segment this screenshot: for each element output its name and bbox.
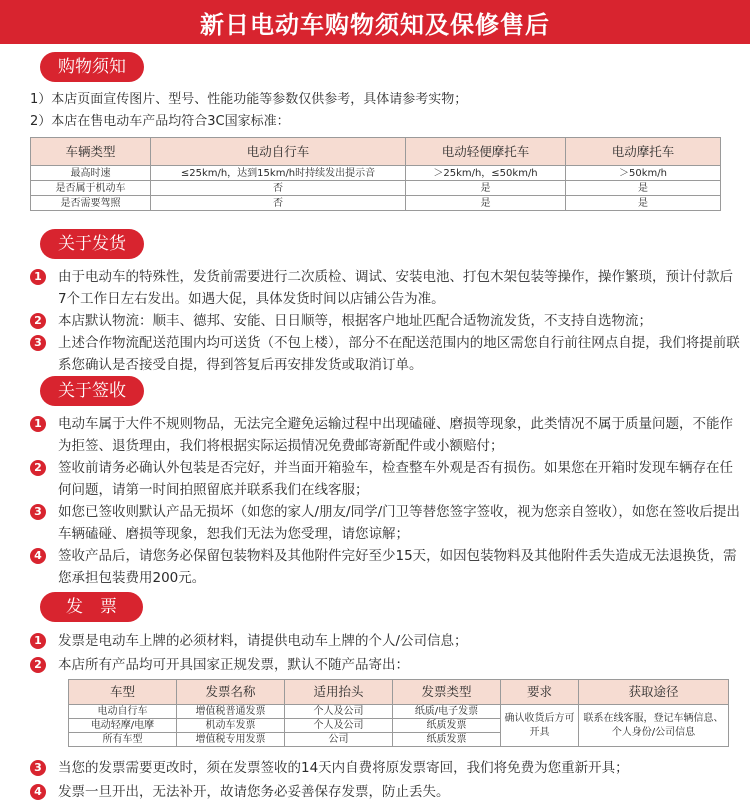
page-banner [0,0,750,44]
list-item [30,654,740,676]
table-header-cell: 车型 [69,680,177,705]
item-number-badge: 4 [30,548,46,564]
item-number-badge: 3 [30,760,46,776]
list-item [30,310,740,332]
item-number-badge: 2 [30,657,46,673]
section-heading-receipt: 关于签收 [40,376,144,406]
table-header-cell: 发票名称 [177,680,285,705]
table-cell: 是 [566,181,721,196]
table-cell: 增值税普通发票 [177,705,285,719]
item-number-badge: 2 [30,313,46,329]
item-text: 上述合作物流配送范围内均可送货（不包上楼），部分不在配送范围内的地区需您自行前往网点自提，我们将提前联系您确认是否接受自提，得到答复后再安排发货或取消订单。 [58,335,740,373]
table-cell: 否 [151,181,406,196]
table-cell: 增值税专用发票 [177,733,285,747]
item-text: 签收产品后，请您务必保留包装物料及其他附件完好至少15天，如因包装物料及其他附件丢失造成无法退换货，需您承担包装费用200元。 [58,548,737,586]
invoice-requirement-cell: 确认收货后方可开具 [501,705,579,747]
table-header-cell: 电动自行车 [151,138,406,166]
table-cell: 是 [406,196,566,211]
table-cell: 所有车型 [69,733,177,747]
page-title: 新日电动车购物须知及保修售后 [200,11,550,39]
table-row [31,166,721,181]
section-heading-invoice: 发 票 [40,592,143,622]
item-number-badge: 3 [30,504,46,520]
table-header-cell: 适用抬头 [285,680,393,705]
purchase-line-1: 1）本店页面宣传图片、型号、性能功能等参数仅供参考，具体请参考实物； [30,92,468,107]
table-cell: 电动自行车 [69,705,177,719]
list-item [30,630,740,652]
list-item [30,781,740,803]
section-heading-purchase: 购物须知 [40,52,144,82]
item-text: 由于电动车的特殊性，发货前需要进行二次质检、调试、安装电池、打包木架包装等操作，操作繁琐，预计付款后7个工作日左右发出。如遇大促，具体发货时间以店铺公告为准。 [58,269,733,307]
item-text: 当您的发票需要更改时，须在发票签收的14天内自费将原发票寄回，我们将免费为您重新开具； [58,760,629,776]
table-header-cell: 获取途径 [579,680,729,705]
item-number-badge: 1 [30,269,46,285]
invoice-table [68,679,729,747]
table-cell: 纸质/电子发票 [393,705,501,719]
list-item [30,413,740,457]
table-cell: 公司 [285,733,393,747]
list-item [30,457,740,501]
table-header-cell: 车辆类型 [31,138,151,166]
table-cell: 纸质发票 [393,719,501,733]
item-text: 如您已签收则默认产品无损坏（如您的家人/朋友/同学/门卫等替您签字签收，视为您亲自签收），如您在签收后提出车辆磕碰、磨损等现象，恕我们无法为您受理，请您谅解； [58,504,740,542]
item-number-badge: 3 [30,335,46,351]
table-header-row [31,138,721,166]
table-cell: 最高时速 [31,166,151,181]
list-item [30,332,740,376]
table-cell: ≤25km/h，达到15km/h时持续发出提示音 [151,166,406,181]
table-row [69,705,729,719]
table-cell: ＞25km/h，≤50km/h [406,166,566,181]
table-cell: ＞50km/h [566,166,721,181]
list-item [30,545,740,589]
item-number-badge: 1 [30,416,46,432]
table-header-cell: 发票类型 [393,680,501,705]
item-text: 电动车属于大件不规则物品，无法完全避免运输过程中出现磕碰、磨损等现象，此类情况不属于质量问题，不能作为拒签、退货理由，我们将根据实际运损情况免费邮寄新配件或小额赔付； [58,416,733,454]
table-cell: 机动车发票 [177,719,285,733]
table-header-cell: 电动轻便摩托车 [406,138,566,166]
section-heading-shipping: 关于发货 [40,229,144,259]
list-item [30,266,740,310]
table-cell: 电动轻摩/电摩 [69,719,177,733]
item-text: 发票是电动车上牌的必须材料，请提供电动车上牌的个人/公司信息； [58,633,468,649]
item-number-badge: 2 [30,460,46,476]
item-text: 本店所有产品均可开具国家正规发票，默认不随产品寄出： [58,657,409,673]
purchase-line-2: 2）本店在售电动车产品均符合3C国家标准： [30,114,290,129]
table-cell: 是否需要驾照 [31,196,151,211]
table-cell: 纸质发票 [393,733,501,747]
table-cell: 是 [566,196,721,211]
table-row [31,181,721,196]
item-text: 发票一旦开出，无法补开，故请您务必妥善保存发票，防止丢失。 [58,784,450,800]
item-text: 签收前请务必确认外包装是否完好，并当面开箱验车，检查整车外观是否有损伤。如果您在开箱时发现车辆存在任何问题，请第一时间拍照留底并联系我们在线客服； [58,460,733,498]
table-cell: 个人及公司 [285,705,393,719]
table-header-cell: 电动摩托车 [566,138,721,166]
invoice-channel-cell: 联系在线客服，登记车辆信息、个人身份/公司信息 [579,705,729,747]
table-header-cell: 要求 [501,680,579,705]
item-number-badge: 4 [30,784,46,800]
item-number-badge: 1 [30,633,46,649]
table-cell: 个人及公司 [285,719,393,733]
vehicle-standard-table [30,137,721,211]
table-header-row [69,680,729,705]
table-cell: 是否属于机动车 [31,181,151,196]
item-text: 本店默认物流：顺丰、德邦、安能、日日顺等，根据客户地址匹配合适物流发货，不支持自选物流； [58,313,652,329]
list-item [30,501,740,545]
list-item [30,757,740,779]
table-row [31,196,721,211]
table-cell: 是 [406,181,566,196]
table-cell: 否 [151,196,406,211]
